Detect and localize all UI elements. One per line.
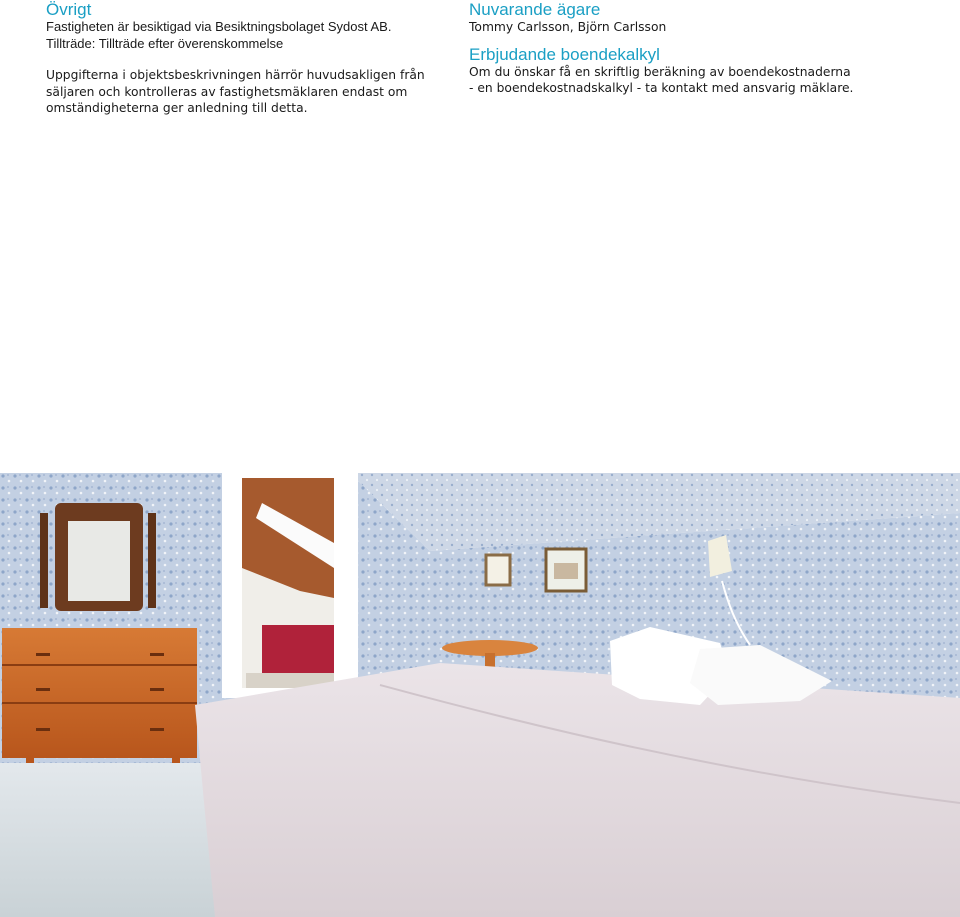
calc-line-1: Om du önskar få en skriftlig beräkning av boendekostnaderna bbox=[469, 64, 851, 79]
left-column bbox=[46, 0, 436, 117]
bed bbox=[195, 663, 960, 917]
calc-heading: Erbjudande boendekalkyl bbox=[469, 44, 660, 64]
disclaimer-line-2: säljaren och kontrolleras av fastighetsmäklaren endast om bbox=[46, 84, 408, 99]
bedroom-photo bbox=[0, 473, 960, 917]
dresser bbox=[2, 628, 197, 758]
small-picture bbox=[486, 555, 510, 585]
mirror-glass bbox=[68, 521, 130, 601]
inspection-text: Fastigheten är besiktigad via Besiktningsbolaget Sydost AB. bbox=[46, 19, 392, 34]
owners-text: Tommy Carlsson, Björn Carlsson bbox=[469, 20, 667, 34]
disclaimer-line-1: Uppgifterna i objektsbeskrivningen härrör huvudsakligen från bbox=[46, 68, 425, 82]
right-column bbox=[469, 0, 939, 97]
disclaimer-line-3: omständigheterna ger anledning till detta. bbox=[46, 101, 308, 115]
access-text: Tillträde: Tillträde efter överenskommelse bbox=[46, 35, 284, 51]
ovrigt-heading: Övrigt bbox=[46, 0, 92, 19]
red-bedspread bbox=[262, 625, 334, 673]
owners-heading: Nuvarande ägare bbox=[469, 0, 601, 19]
calc-line-2: - en boendekostnadskalkyl - ta kontakt med ansvarig mäklare. bbox=[469, 81, 854, 95]
